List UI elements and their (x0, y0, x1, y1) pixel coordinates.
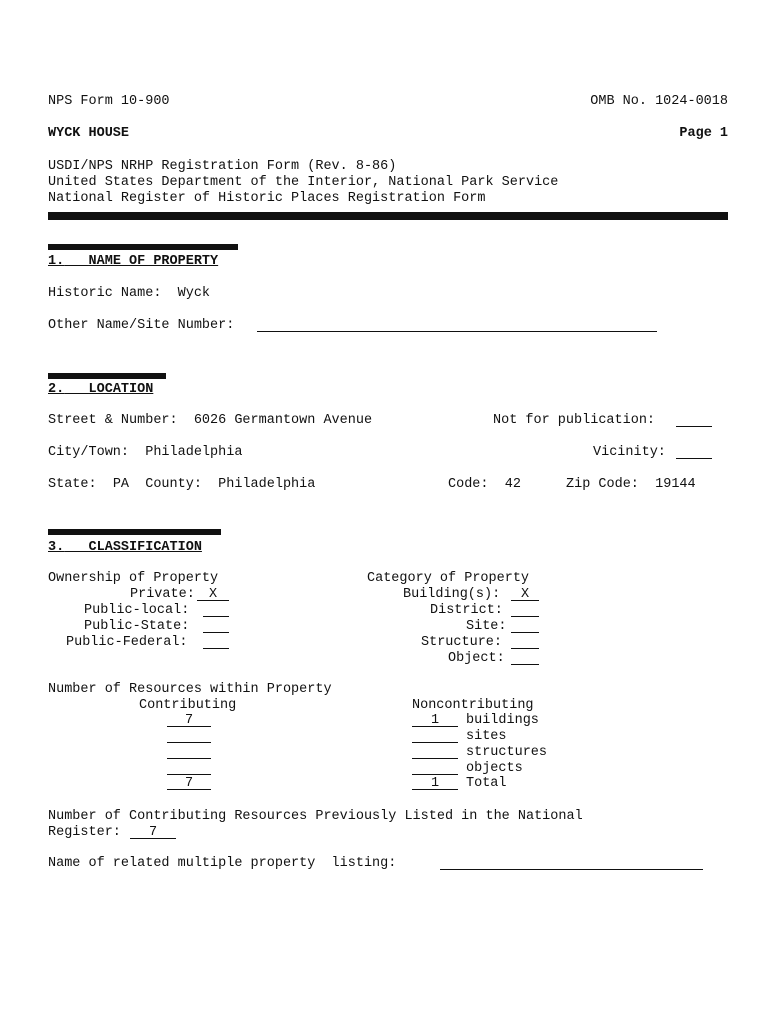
object-field[interactable] (511, 651, 539, 665)
omb-number: OMB No. 1024-0018 (590, 94, 728, 109)
zip-label: Zip Code: (566, 477, 639, 492)
site-label: Site: (466, 619, 507, 634)
other-name-label: Other Name/Site Number: (48, 318, 235, 333)
category-label: Category of Property (367, 571, 530, 586)
object-label: Object: (448, 651, 505, 666)
noncontributing-sites-field[interactable] (412, 729, 458, 743)
street-label: Street & Number: (48, 413, 178, 428)
contributing-label: Contributing (139, 698, 237, 713)
vicinity-label: Vicinity: (593, 445, 666, 460)
property-title: WYCK HOUSE (48, 126, 130, 141)
row-buildings-label: buildings (466, 713, 539, 728)
resources-label: Number of Resources within Property (48, 682, 332, 697)
state-value: PA (112, 477, 130, 492)
district-field[interactable] (511, 603, 539, 617)
public-federal-field[interactable] (203, 635, 229, 649)
zip-value: 19144 (655, 477, 696, 492)
section-3-heading: 3. CLASSIFICATION (48, 540, 202, 555)
previously-listed-text: Number of Contributing Resources Previously Listed in the National (48, 809, 583, 824)
vicinity-field[interactable] (676, 458, 712, 459)
header-rule (48, 212, 728, 220)
contributing-total-field[interactable]: 7 (167, 776, 211, 790)
section-1-heading: 1. NAME OF PROPERTY (48, 254, 219, 269)
multiple-listing-label: Name of related multiple property listing: (48, 856, 397, 871)
contributing-objects-field[interactable] (167, 761, 211, 775)
row-structures-label: structures (466, 745, 548, 760)
row-sites-label: sites (466, 729, 507, 744)
public-state-label: Public-State: (84, 619, 190, 634)
noncontributing-buildings-field[interactable]: 1 (412, 713, 458, 727)
historic-name-label: Historic Name: (48, 286, 162, 301)
public-federal-label: Public-Federal: (66, 635, 188, 650)
noncontributing-objects-field[interactable] (412, 761, 458, 775)
ownership-label: Ownership of Property (48, 571, 219, 586)
form-number: NPS Form 10-900 (48, 94, 170, 109)
buildings-label: Building(s): (403, 587, 501, 602)
code-label: Code: (448, 477, 489, 492)
public-local-label: Public-local: (84, 603, 190, 618)
page-number: Page 1 (679, 126, 728, 141)
form-line-2: United States Department of the Interior, National Park Service (48, 175, 559, 190)
noncontributing-label: Noncontributing (412, 698, 534, 713)
district-label: District: (430, 603, 503, 618)
historic-name-row (48, 286, 210, 302)
noncontributing-total-field[interactable]: 1 (412, 776, 458, 790)
historic-name-value: Wyck (177, 286, 211, 301)
state-row (48, 477, 315, 493)
code-row (448, 477, 521, 493)
row-objects-label: objects (466, 761, 523, 776)
street-value: 6026 Germantown Avenue (193, 413, 373, 428)
contributing-structures-field[interactable] (167, 745, 211, 759)
city-value: Philadelphia (145, 445, 243, 460)
form-line-3: National Register of Historic Places Registration Form (48, 191, 486, 206)
state-label: State: (48, 477, 97, 492)
other-name-field[interactable] (257, 331, 657, 332)
multiple-listing-field[interactable] (440, 869, 703, 870)
register-label: Register: (48, 825, 121, 840)
structure-label: Structure: (421, 635, 503, 650)
public-state-field[interactable] (203, 619, 229, 633)
city-label: City/Town: (48, 445, 130, 460)
form-line-1: USDI/NPS NRHP Registration Form (Rev. 8-86) (48, 159, 397, 174)
zip-row (566, 477, 696, 493)
city-row (48, 445, 242, 461)
county-value: Philadelphia (218, 477, 316, 492)
not-for-publication-label: Not for publication: (493, 413, 656, 428)
section-2-heading: 2. LOCATION (48, 382, 154, 397)
row-total-label: Total (466, 776, 507, 791)
site-field[interactable] (511, 619, 539, 633)
contributing-sites-field[interactable] (167, 729, 211, 743)
private-label: Private: (130, 587, 195, 602)
contributing-buildings-field[interactable]: 7 (167, 713, 211, 727)
section-1-bar (48, 244, 238, 250)
public-local-field[interactable] (203, 603, 229, 617)
buildings-field[interactable]: X (511, 587, 539, 601)
structure-field[interactable] (511, 635, 539, 649)
previously-listed-field[interactable]: 7 (130, 825, 176, 839)
county-label: County: (145, 477, 202, 492)
private-field[interactable]: X (197, 587, 229, 601)
noncontributing-structures-field[interactable] (412, 745, 458, 759)
not-for-publication-field[interactable] (676, 426, 712, 427)
code-value: 42 (504, 477, 521, 492)
street-row (48, 413, 372, 429)
section-2-bar (48, 373, 166, 379)
section-3-bar (48, 529, 221, 535)
